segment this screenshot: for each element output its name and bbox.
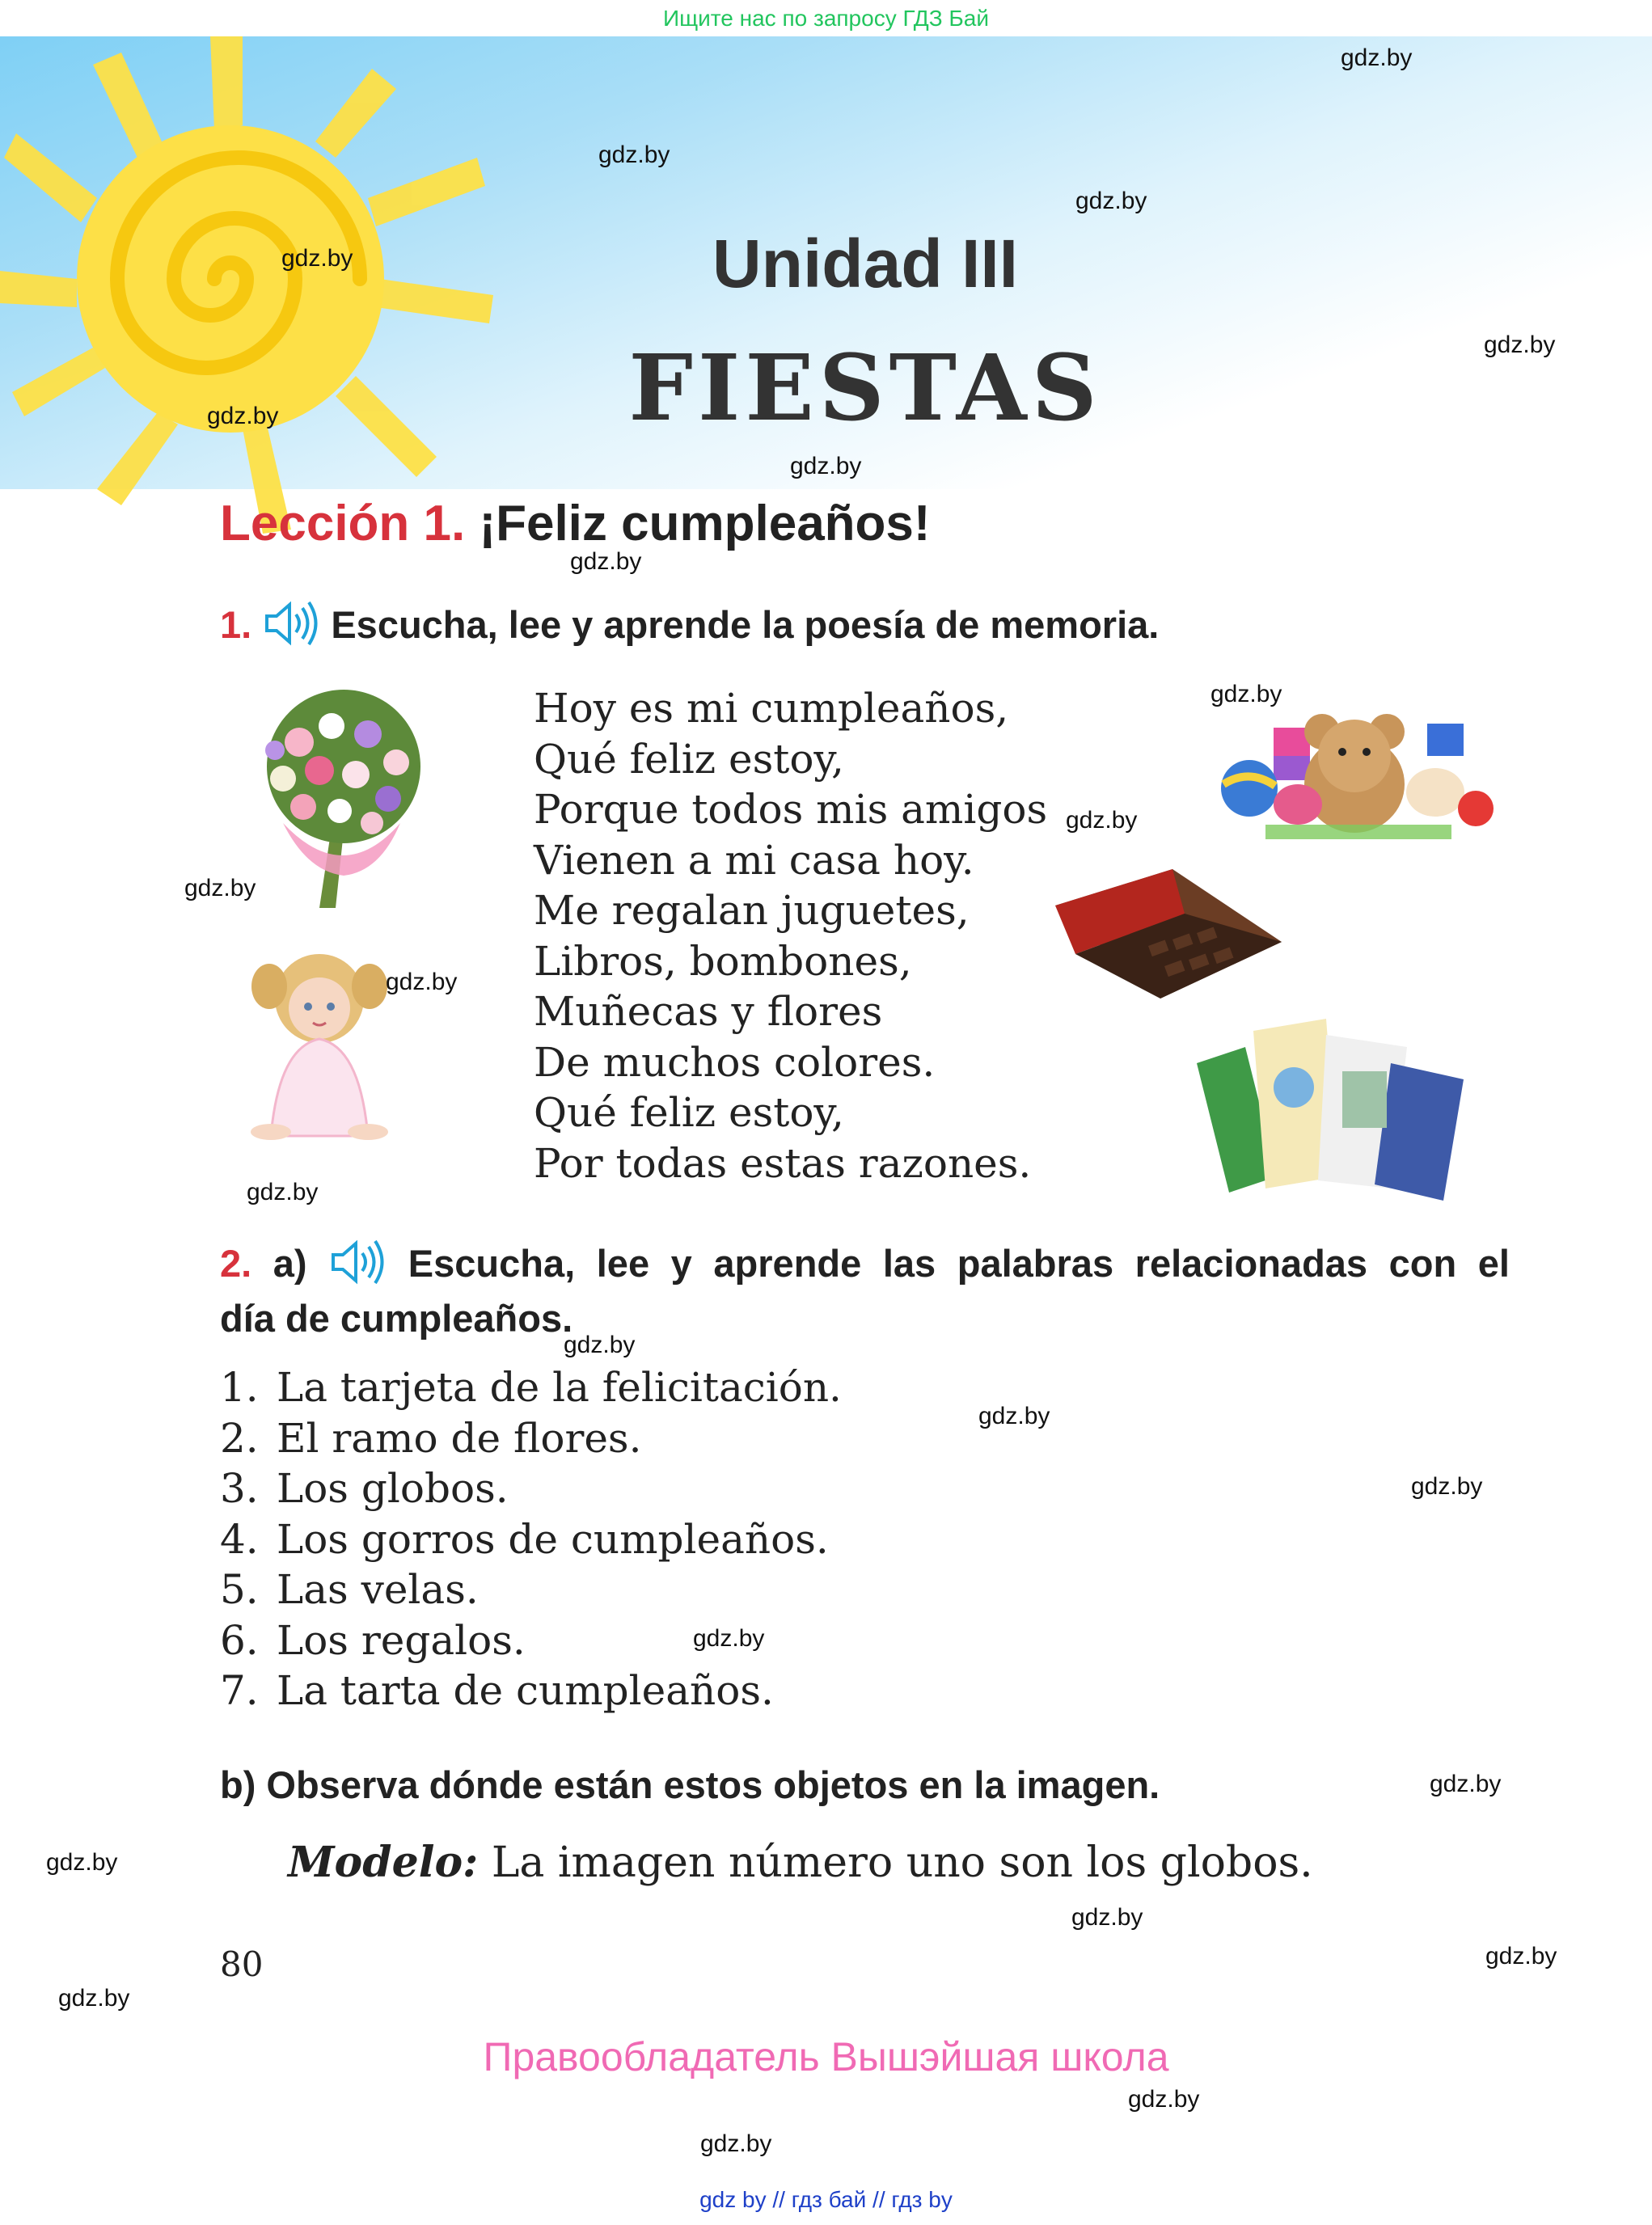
poem-line: Por todas estas razones. <box>534 1139 1032 1187</box>
watermark: gdz.by <box>693 1625 765 1652</box>
watermark: gdz.by <box>1210 681 1282 707</box>
task2-instruction-line2: día de cumpleaños. <box>220 1297 573 1340</box>
watermark: gdz.by <box>386 969 458 995</box>
task2-number: 2. <box>220 1241 252 1285</box>
watermark: gdz.by <box>247 1179 319 1205</box>
footer-link[interactable]: gdz by <box>699 2187 767 2212</box>
speaker-icon[interactable] <box>328 1237 387 1296</box>
list-item: 5. Las velas. <box>220 1566 479 1613</box>
watermark: gdz.by <box>58 1985 130 2012</box>
copyright-notice: Правообладатель Вышэйшая школа <box>483 2034 1169 2079</box>
task2-instruction-line1: Escucha, lee y aprende las palabras relacionadas con el <box>408 1241 1510 1285</box>
poem <box>534 683 1047 1188</box>
list-item: 2. El ramo de flores. <box>220 1414 642 1462</box>
watermark: gdz.by <box>570 548 642 575</box>
books-image <box>1189 1015 1480 1201</box>
poem-line: Muñecas y flores <box>534 988 883 1035</box>
search-hint-bar <box>0 0 1652 36</box>
vocabulary-list <box>220 1362 842 1716</box>
poem-line: Porque todos mis amigos <box>534 786 1048 833</box>
watermark: gdz.by <box>207 403 279 429</box>
list-item: 4. Los gorros de cumpleaños. <box>220 1515 829 1563</box>
model-sentence <box>288 1838 1313 1887</box>
watermark: gdz.by <box>1066 807 1138 834</box>
model-label: Modelo: <box>288 1838 479 1887</box>
task1-heading <box>220 598 1159 657</box>
list-item: 3. Los globos. <box>220 1465 509 1512</box>
footer-link[interactable]: гдз бай <box>791 2187 867 2212</box>
list-item: 1. La tarjeta de la felicitación. <box>220 1364 842 1411</box>
doll-image <box>239 950 400 1144</box>
speaker-icon[interactable] <box>262 598 320 657</box>
poem-line: Hoy es mi cumpleaños, <box>534 685 1009 732</box>
poem-line: Libros, bombones, <box>534 937 912 985</box>
watermark: gdz.by <box>281 245 353 272</box>
lesson-title: ¡Feliz cumpleaños! <box>479 496 931 551</box>
task2-heading <box>220 1237 1510 1340</box>
list-item: 7. La tarta de cumpleaños. <box>220 1667 774 1714</box>
list-item: 6. Los regalos. <box>220 1616 526 1664</box>
task2-part-b: b) Observa dónde están estos objetos en la imagen. <box>220 1763 1160 1806</box>
lesson-number: Lección 1. <box>220 496 466 551</box>
watermark: gdz.by <box>184 875 256 901</box>
watermark: gdz.by <box>978 1403 1050 1429</box>
footer-separator: // <box>772 2187 785 2212</box>
poem-line: De muchos colores. <box>534 1038 936 1086</box>
toys-image <box>1217 695 1500 849</box>
unit-subtitle: FIESTAS <box>628 336 1102 441</box>
watermark: gdz.by <box>1071 1904 1143 1931</box>
watermark: gdz.by <box>1430 1771 1502 1797</box>
task1-number: 1. <box>220 602 252 646</box>
watermark: gdz.by <box>1128 2086 1200 2113</box>
watermark: gdz.by <box>1341 44 1413 71</box>
task2-part-a-label: a) <box>273 1241 307 1285</box>
chocolate-box-image <box>1051 865 1286 1011</box>
footer-separator: // <box>872 2187 885 2212</box>
search-hint: Ищите нас по запросу ГДЗ Бай <box>662 6 990 31</box>
watermark: gdz.by <box>790 453 862 479</box>
footer-link[interactable]: гдз by <box>891 2187 953 2212</box>
page-number: 80 <box>220 1944 264 1984</box>
task1-instruction: Escucha, lee y aprende la poesía de memoria. <box>331 602 1160 646</box>
watermark: gdz.by <box>1075 188 1147 214</box>
watermark: gdz.by <box>598 141 670 168</box>
unit-title: Unidad III <box>712 226 1018 302</box>
watermark: gdz.by <box>1485 1943 1557 1970</box>
poem-line: Vienen a mi casa hoy. <box>534 836 974 884</box>
watermark: gdz.by <box>564 1332 636 1358</box>
bouquet-image <box>226 686 461 912</box>
poem-line: Me regalan juguetes, <box>534 887 970 934</box>
footer-links <box>0 2187 1652 2213</box>
poem-line: Qué feliz estoy, <box>534 1089 844 1136</box>
watermark: gdz.by <box>700 2130 772 2157</box>
poem-line: Qué feliz estoy, <box>534 735 844 783</box>
watermark: gdz.by <box>46 1849 118 1876</box>
lesson-heading <box>220 495 931 552</box>
watermark: gdz.by <box>1484 331 1556 358</box>
watermark: gdz.by <box>1411 1473 1483 1500</box>
model-text: La imagen número uno son los globos. <box>478 1839 1313 1887</box>
